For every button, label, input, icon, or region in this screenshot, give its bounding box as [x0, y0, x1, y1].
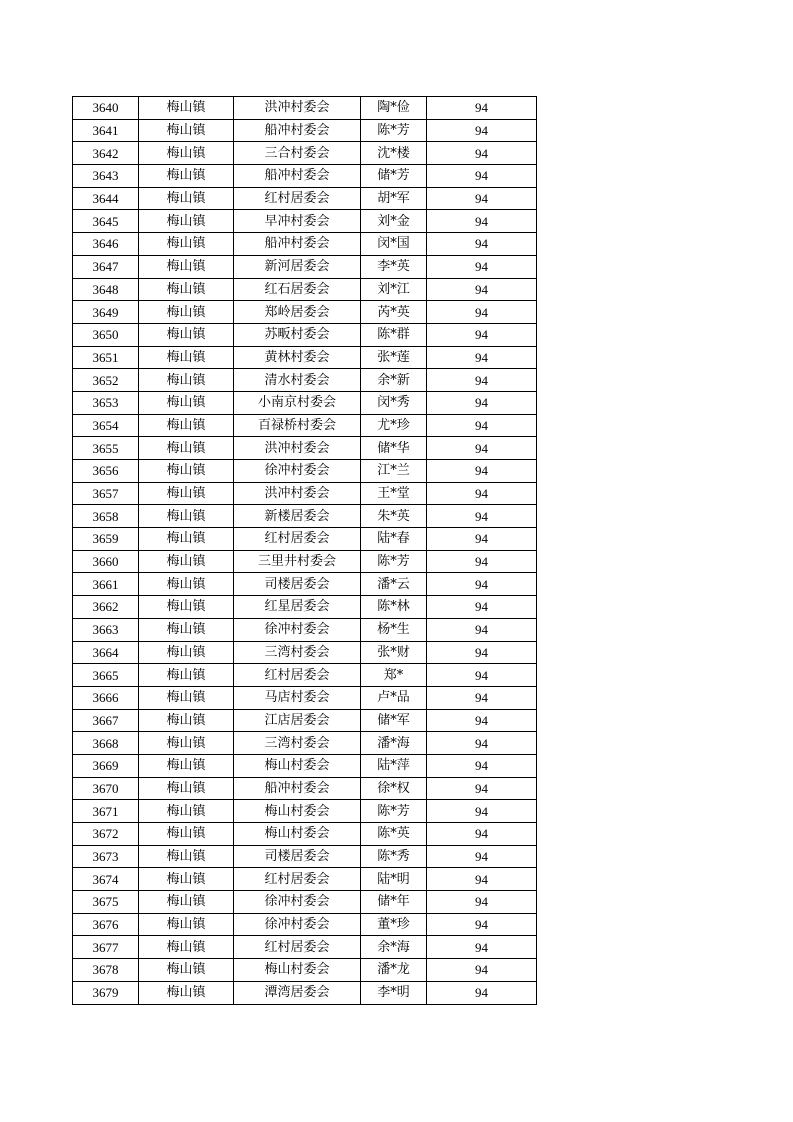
committee-cell: 红村居委会 — [234, 528, 361, 551]
committee-cell: 清水村委会 — [234, 369, 361, 392]
committee-cell: 徐冲村委会 — [234, 460, 361, 483]
committee-cell: 三合村委会 — [234, 142, 361, 165]
table-row — [73, 482, 537, 505]
table-row — [73, 709, 537, 732]
age-cell: 94 — [427, 800, 537, 823]
town-cell: 梅山镇 — [139, 323, 234, 346]
committee-cell: 潭湾居委会 — [234, 981, 361, 1004]
row-number-cell: 3652 — [73, 369, 139, 392]
table-row — [73, 754, 537, 777]
age-cell: 94 — [427, 777, 537, 800]
table-row — [73, 119, 537, 142]
name-cell: 朱*英 — [361, 505, 427, 528]
row-number-cell: 3668 — [73, 732, 139, 755]
row-number-cell: 3649 — [73, 301, 139, 324]
age-cell: 94 — [427, 233, 537, 256]
table-row — [73, 845, 537, 868]
table-row — [73, 550, 537, 573]
committee-cell: 红村居委会 — [234, 868, 361, 891]
committee-cell: 江店居委会 — [234, 709, 361, 732]
committee-cell: 红石居委会 — [234, 278, 361, 301]
name-cell: 卢*品 — [361, 686, 427, 709]
town-cell: 梅山镇 — [139, 823, 234, 846]
town-cell: 梅山镇 — [139, 369, 234, 392]
row-number-cell: 3663 — [73, 618, 139, 641]
table-row — [73, 959, 537, 982]
name-cell: 余*海 — [361, 936, 427, 959]
committee-cell: 新楼居委会 — [234, 505, 361, 528]
town-cell: 梅山镇 — [139, 664, 234, 687]
table-row — [73, 981, 537, 1004]
committee-cell: 船冲村委会 — [234, 119, 361, 142]
age-cell: 94 — [427, 618, 537, 641]
town-cell: 梅山镇 — [139, 959, 234, 982]
row-number-cell: 3640 — [73, 97, 139, 120]
age-cell: 94 — [427, 255, 537, 278]
committee-cell: 徐冲村委会 — [234, 913, 361, 936]
roster-table — [72, 96, 537, 1005]
name-cell: 闵*秀 — [361, 391, 427, 414]
row-number-cell: 3666 — [73, 686, 139, 709]
name-cell: 潘*龙 — [361, 959, 427, 982]
table-row — [73, 460, 537, 483]
committee-cell: 徐冲村委会 — [234, 618, 361, 641]
committee-cell: 小南京村委会 — [234, 391, 361, 414]
town-cell: 梅山镇 — [139, 278, 234, 301]
committee-cell: 郑岭居委会 — [234, 301, 361, 324]
table-row — [73, 800, 537, 823]
age-cell: 94 — [427, 913, 537, 936]
name-cell: 徐*权 — [361, 777, 427, 800]
town-cell: 梅山镇 — [139, 868, 234, 891]
age-cell: 94 — [427, 142, 537, 165]
table-row — [73, 641, 537, 664]
table-row — [73, 891, 537, 914]
committee-cell: 早冲村委会 — [234, 210, 361, 233]
age-cell: 94 — [427, 323, 537, 346]
name-cell: 闵*国 — [361, 233, 427, 256]
name-cell: 陈*林 — [361, 596, 427, 619]
age-cell: 94 — [427, 596, 537, 619]
committee-cell: 三湾村委会 — [234, 732, 361, 755]
age-cell: 94 — [427, 686, 537, 709]
town-cell: 梅山镇 — [139, 142, 234, 165]
table-row — [73, 369, 537, 392]
name-cell: 张*财 — [361, 641, 427, 664]
committee-cell: 红星居委会 — [234, 596, 361, 619]
name-cell: 陈*芳 — [361, 800, 427, 823]
town-cell: 梅山镇 — [139, 686, 234, 709]
row-number-cell: 3656 — [73, 460, 139, 483]
committee-cell: 马店村委会 — [234, 686, 361, 709]
age-cell: 94 — [427, 981, 537, 1004]
committee-cell: 船冲村委会 — [234, 233, 361, 256]
name-cell: 储*华 — [361, 437, 427, 460]
committee-cell: 苏畈村委会 — [234, 323, 361, 346]
name-cell: 江*兰 — [361, 460, 427, 483]
table-row — [73, 414, 537, 437]
age-cell: 94 — [427, 573, 537, 596]
name-cell: 潘*云 — [361, 573, 427, 596]
row-number-cell: 3675 — [73, 891, 139, 914]
committee-cell: 红村居委会 — [234, 187, 361, 210]
age-cell: 94 — [427, 482, 537, 505]
table-row — [73, 391, 537, 414]
town-cell: 梅山镇 — [139, 709, 234, 732]
town-cell: 梅山镇 — [139, 777, 234, 800]
table-row — [73, 301, 537, 324]
age-cell: 94 — [427, 414, 537, 437]
committee-cell: 船冲村委会 — [234, 165, 361, 188]
row-number-cell: 3657 — [73, 482, 139, 505]
table-row — [73, 664, 537, 687]
town-cell: 梅山镇 — [139, 891, 234, 914]
row-number-cell: 3658 — [73, 505, 139, 528]
name-cell: 王*堂 — [361, 482, 427, 505]
age-cell: 94 — [427, 550, 537, 573]
town-cell: 梅山镇 — [139, 414, 234, 437]
town-cell: 梅山镇 — [139, 460, 234, 483]
committee-cell: 洪冲村委会 — [234, 437, 361, 460]
age-cell: 94 — [427, 936, 537, 959]
town-cell: 梅山镇 — [139, 233, 234, 256]
row-number-cell: 3647 — [73, 255, 139, 278]
town-cell: 梅山镇 — [139, 391, 234, 414]
row-number-cell: 3651 — [73, 346, 139, 369]
name-cell: 潘*海 — [361, 732, 427, 755]
table-row — [73, 233, 537, 256]
name-cell: 陆*春 — [361, 528, 427, 551]
table-row — [73, 823, 537, 846]
table-row — [73, 165, 537, 188]
table-row — [73, 732, 537, 755]
table-row — [73, 868, 537, 891]
name-cell: 尤*珍 — [361, 414, 427, 437]
name-cell: 陈*英 — [361, 823, 427, 846]
age-cell: 94 — [427, 391, 537, 414]
row-number-cell: 3670 — [73, 777, 139, 800]
row-number-cell: 3645 — [73, 210, 139, 233]
table-row — [73, 346, 537, 369]
name-cell: 杨*生 — [361, 618, 427, 641]
row-number-cell: 3646 — [73, 233, 139, 256]
name-cell: 刘*江 — [361, 278, 427, 301]
committee-cell: 司楼居委会 — [234, 845, 361, 868]
committee-cell: 徐冲村委会 — [234, 891, 361, 914]
town-cell: 梅山镇 — [139, 119, 234, 142]
name-cell: 陶*俭 — [361, 97, 427, 120]
table-row — [73, 505, 537, 528]
age-cell: 94 — [427, 301, 537, 324]
name-cell: 李*明 — [361, 981, 427, 1004]
committee-cell: 梅山村委会 — [234, 959, 361, 982]
town-cell: 梅山镇 — [139, 618, 234, 641]
row-number-cell: 3673 — [73, 845, 139, 868]
table-row — [73, 528, 537, 551]
name-cell: 沈*楼 — [361, 142, 427, 165]
town-cell: 梅山镇 — [139, 800, 234, 823]
age-cell: 94 — [427, 891, 537, 914]
row-number-cell: 3654 — [73, 414, 139, 437]
committee-cell: 三里井村委会 — [234, 550, 361, 573]
roster-table-body — [73, 97, 537, 1005]
row-number-cell: 3660 — [73, 550, 139, 573]
row-number-cell: 3677 — [73, 936, 139, 959]
age-cell: 94 — [427, 754, 537, 777]
row-number-cell: 3650 — [73, 323, 139, 346]
age-cell: 94 — [427, 959, 537, 982]
age-cell: 94 — [427, 369, 537, 392]
town-cell: 梅山镇 — [139, 255, 234, 278]
name-cell: 储*年 — [361, 891, 427, 914]
row-number-cell: 3667 — [73, 709, 139, 732]
row-number-cell: 3659 — [73, 528, 139, 551]
age-cell: 94 — [427, 528, 537, 551]
row-number-cell: 3643 — [73, 165, 139, 188]
name-cell: 董*珍 — [361, 913, 427, 936]
row-number-cell: 3679 — [73, 981, 139, 1004]
committee-cell: 新河居委会 — [234, 255, 361, 278]
town-cell: 梅山镇 — [139, 550, 234, 573]
town-cell: 梅山镇 — [139, 528, 234, 551]
table-row — [73, 255, 537, 278]
row-number-cell: 3653 — [73, 391, 139, 414]
name-cell: 刘*金 — [361, 210, 427, 233]
name-cell: 陈*群 — [361, 323, 427, 346]
town-cell: 梅山镇 — [139, 437, 234, 460]
table-row — [73, 573, 537, 596]
town-cell: 梅山镇 — [139, 346, 234, 369]
table-row — [73, 596, 537, 619]
age-cell: 94 — [427, 278, 537, 301]
table-row — [73, 210, 537, 233]
committee-cell: 司楼居委会 — [234, 573, 361, 596]
row-number-cell: 3641 — [73, 119, 139, 142]
table-row — [73, 777, 537, 800]
name-cell: 胡*军 — [361, 187, 427, 210]
name-cell: 郑* — [361, 664, 427, 687]
age-cell: 94 — [427, 709, 537, 732]
age-cell: 94 — [427, 460, 537, 483]
town-cell: 梅山镇 — [139, 641, 234, 664]
row-number-cell: 3642 — [73, 142, 139, 165]
age-cell: 94 — [427, 823, 537, 846]
row-number-cell: 3672 — [73, 823, 139, 846]
age-cell: 94 — [427, 732, 537, 755]
town-cell: 梅山镇 — [139, 301, 234, 324]
town-cell: 梅山镇 — [139, 210, 234, 233]
table-row — [73, 936, 537, 959]
row-number-cell: 3664 — [73, 641, 139, 664]
row-number-cell: 3671 — [73, 800, 139, 823]
name-cell: 张*莲 — [361, 346, 427, 369]
name-cell: 储*军 — [361, 709, 427, 732]
town-cell: 梅山镇 — [139, 187, 234, 210]
committee-cell: 梅山村委会 — [234, 800, 361, 823]
age-cell: 94 — [427, 165, 537, 188]
row-number-cell: 3676 — [73, 913, 139, 936]
town-cell: 梅山镇 — [139, 845, 234, 868]
table-row — [73, 686, 537, 709]
table-row — [73, 187, 537, 210]
age-cell: 94 — [427, 97, 537, 120]
committee-cell: 红村居委会 — [234, 664, 361, 687]
row-number-cell: 3644 — [73, 187, 139, 210]
age-cell: 94 — [427, 210, 537, 233]
town-cell: 梅山镇 — [139, 913, 234, 936]
name-cell: 陆*明 — [361, 868, 427, 891]
age-cell: 94 — [427, 437, 537, 460]
committee-cell: 洪冲村委会 — [234, 97, 361, 120]
age-cell: 94 — [427, 187, 537, 210]
row-number-cell: 3669 — [73, 754, 139, 777]
age-cell: 94 — [427, 641, 537, 664]
town-cell: 梅山镇 — [139, 573, 234, 596]
name-cell: 储*芳 — [361, 165, 427, 188]
age-cell: 94 — [427, 119, 537, 142]
row-number-cell: 3655 — [73, 437, 139, 460]
committee-cell: 梅山村委会 — [234, 823, 361, 846]
committee-cell: 船冲村委会 — [234, 777, 361, 800]
name-cell: 陈*芳 — [361, 550, 427, 573]
age-cell: 94 — [427, 505, 537, 528]
table-row — [73, 437, 537, 460]
town-cell: 梅山镇 — [139, 165, 234, 188]
row-number-cell: 3665 — [73, 664, 139, 687]
town-cell: 梅山镇 — [139, 936, 234, 959]
table-row — [73, 618, 537, 641]
committee-cell: 黄林村委会 — [234, 346, 361, 369]
name-cell: 陈*芳 — [361, 119, 427, 142]
town-cell: 梅山镇 — [139, 732, 234, 755]
committee-cell: 三湾村委会 — [234, 641, 361, 664]
row-number-cell: 3648 — [73, 278, 139, 301]
town-cell: 梅山镇 — [139, 505, 234, 528]
table-row — [73, 323, 537, 346]
town-cell: 梅山镇 — [139, 981, 234, 1004]
name-cell: 陆*萍 — [361, 754, 427, 777]
age-cell: 94 — [427, 868, 537, 891]
name-cell: 余*新 — [361, 369, 427, 392]
row-number-cell: 3674 — [73, 868, 139, 891]
town-cell: 梅山镇 — [139, 482, 234, 505]
name-cell: 芮*英 — [361, 301, 427, 324]
age-cell: 94 — [427, 664, 537, 687]
town-cell: 梅山镇 — [139, 97, 234, 120]
table-row — [73, 278, 537, 301]
committee-cell: 百禄桥村委会 — [234, 414, 361, 437]
committee-cell: 洪冲村委会 — [234, 482, 361, 505]
name-cell: 李*英 — [361, 255, 427, 278]
table-row — [73, 142, 537, 165]
town-cell: 梅山镇 — [139, 596, 234, 619]
row-number-cell: 3678 — [73, 959, 139, 982]
name-cell: 陈*秀 — [361, 845, 427, 868]
committee-cell: 梅山村委会 — [234, 754, 361, 777]
row-number-cell: 3661 — [73, 573, 139, 596]
town-cell: 梅山镇 — [139, 754, 234, 777]
committee-cell: 红村居委会 — [234, 936, 361, 959]
age-cell: 94 — [427, 346, 537, 369]
table-row — [73, 913, 537, 936]
row-number-cell: 3662 — [73, 596, 139, 619]
age-cell: 94 — [427, 845, 537, 868]
table-row — [73, 97, 537, 120]
